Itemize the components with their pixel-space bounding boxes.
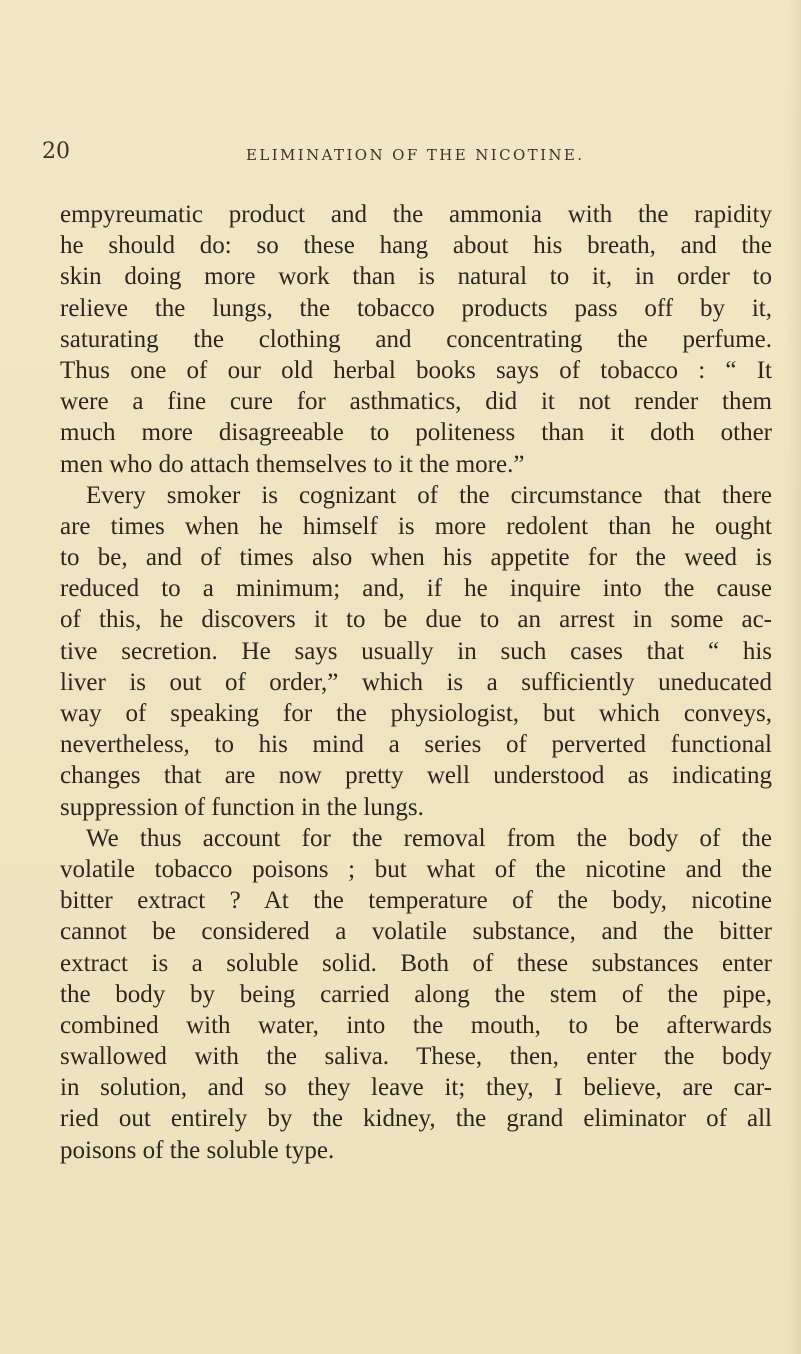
text-line: volatile tobacco poisons ; but what of the nicotine and the [60, 855, 772, 883]
text-line: of this, he discovers it to be due to an arrest in some ac- [60, 606, 772, 634]
page-number: 20 [42, 139, 70, 164]
text-line: cannot be considered a volatile substance, and the bitter [60, 918, 772, 946]
text-line: suppression of function in the lungs. [60, 793, 424, 821]
text-line: Thus one of our old herbal books says of tobacco : “ It [60, 356, 772, 384]
text-line: changes that are now pretty well understood as indicating [60, 762, 772, 790]
text-line: way of speaking for the physiologist, but which conveys, [60, 700, 772, 727]
text-line: nevertheless, to his mind a series of perverted functional [60, 731, 772, 759]
body-text [60, 199, 772, 1166]
text-line: men who do attach themselves to it the more.” [60, 450, 525, 478]
text-line: ried out entirely by the kidney, the grand eliminator of all [60, 1105, 772, 1133]
text-line: poisons of the soluble type. [60, 1136, 335, 1164]
text-line: Every smoker is cognizant of the circumstance that there [86, 481, 772, 509]
text-line: are times when he himself is more redolent than he ought [60, 512, 772, 540]
text-line: extract is a soluble solid. Both of these substances enter [60, 949, 772, 977]
running-head: ELIMINATION OF THE NICOTINE. [246, 146, 585, 164]
text-line: tive secretion. He says usually in such cases that “ his [60, 637, 772, 665]
text-line: bitter extract ? At the temperature of the body, nicotine [60, 887, 772, 915]
text-line: in solution, and so they leave it; they, I believe, are car- [60, 1074, 772, 1102]
text-line: he should do: so these hang about his breath, and the [60, 232, 772, 260]
text-line: relieve the lungs, the tobacco products pass off by it, [60, 294, 772, 322]
text-line: liver is out of order,” which is a sufficiently uneducated [60, 668, 772, 696]
page-edge-shadow [787, 0, 801, 1354]
text-line: reduced to a minimum; and, if he inquire into the cause [60, 575, 772, 603]
text-line: much more disagreeable to politeness than it doth other [60, 419, 772, 447]
text-line: empyreumatic product and the ammonia with the rapidity [60, 201, 772, 228]
text-line: were a fine cure for asthmatics, did it not render them [60, 388, 772, 416]
text-line: combined with water, into the mouth, to be afterwards [60, 1011, 772, 1039]
text-line: saturating the clothing and concentrating the perfume. [60, 325, 772, 353]
text-line: We thus account for the removal from the body of the [86, 824, 772, 852]
text-line: the body by being carried along the stem of the pipe, [60, 980, 772, 1008]
text-line: swallowed with the saliva. These, then, enter the body [60, 1043, 772, 1071]
text-line: skin doing more work than is natural to it, in order to [60, 263, 772, 291]
text-line: to be, and of times also when his appetite for the weed is [60, 544, 772, 572]
